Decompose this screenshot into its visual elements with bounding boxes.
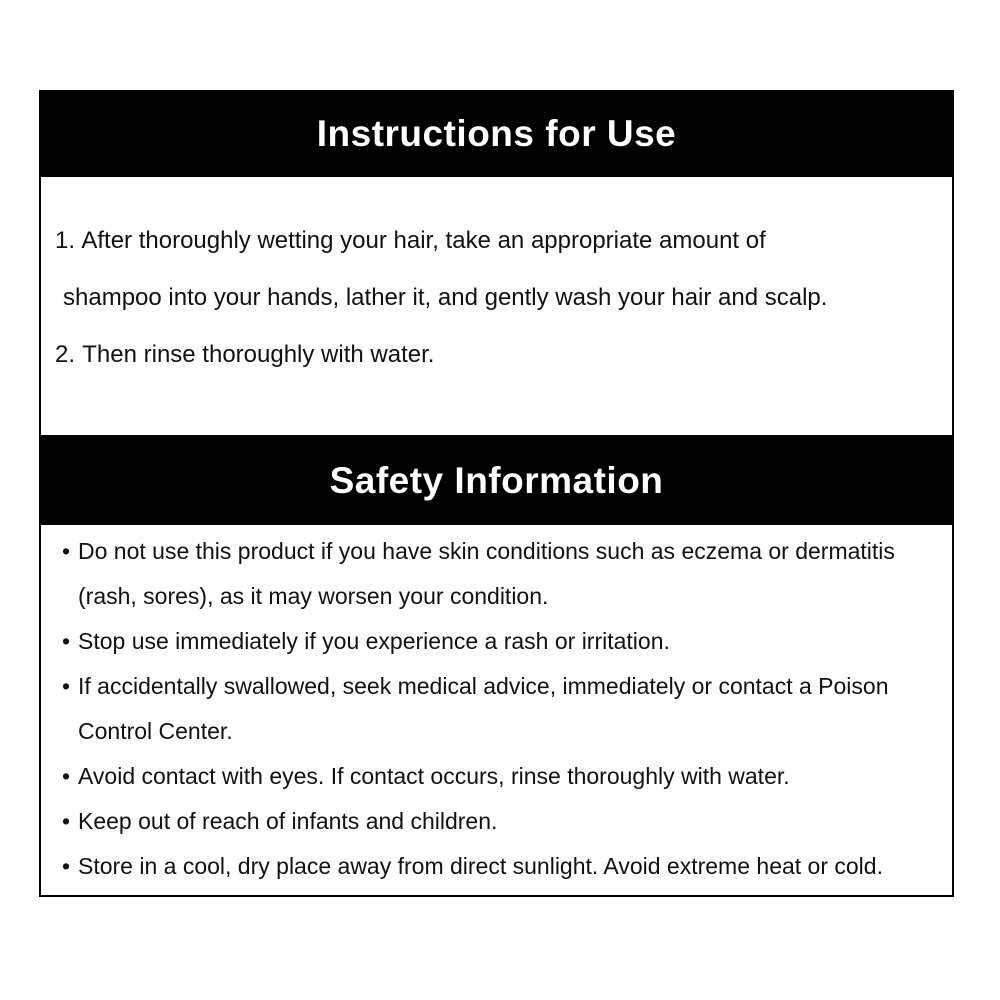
instruction-text-line: 2. Then rinse thoroughly with water. (55, 341, 435, 368)
safety-header-title: Safety Information (329, 460, 664, 501)
list-number: 1. (55, 227, 76, 254)
safety-text-line: Keep out of reach of infants and children. (78, 808, 498, 834)
safety-item (41, 664, 944, 754)
instruction-text-line: 1. After thoroughly wetting your hair, take an appropriate amount of (55, 227, 766, 254)
safety-text-line: Store in a cool, dry place away from direct sunlight. Avoid extreme heat or cold. (78, 853, 883, 879)
instructions-header-title: Instructions for Use (316, 112, 677, 154)
safety-text-line: Control Center. (78, 718, 233, 744)
safety-text-line: Stop use immediately if you experience a rash or irritation. (78, 628, 670, 654)
safety-item (41, 844, 944, 889)
safety-item (41, 529, 944, 619)
bullet-icon: • (62, 853, 71, 879)
safety-list (41, 529, 944, 889)
product-label (39, 90, 954, 897)
bullet-icon: • (62, 673, 71, 699)
instructions-list (41, 212, 944, 383)
bullet-icon: • (62, 808, 71, 834)
safety-header-bar (39, 437, 954, 525)
safety-text-line: Do not use this product if you have skin conditions such as eczema or dermatitis (78, 538, 895, 564)
instructions-panel (39, 177, 954, 437)
instruction-item (41, 212, 944, 326)
bullet-icon: • (62, 763, 71, 789)
instruction-item (41, 326, 944, 383)
safety-text-line: (rash, sores), as it may worsen your condition. (78, 583, 549, 609)
instructions-header-bar (39, 90, 954, 177)
instruction-text-line: shampoo into your hands, lather it, and gently wash your hair and scalp. (63, 284, 828, 311)
safety-item (41, 799, 944, 844)
bullet-icon: • (62, 538, 71, 564)
safety-item (41, 619, 944, 664)
safety-text-line: If accidentally swallowed, seek medical advice, immediately or contact a Poison (78, 673, 889, 699)
safety-item (41, 754, 944, 799)
safety-panel (39, 525, 954, 897)
safety-text-line: Avoid contact with eyes. If contact occurs, rinse thoroughly with water. (78, 763, 790, 789)
list-number: 2. (55, 341, 76, 368)
bullet-icon: • (62, 628, 71, 654)
